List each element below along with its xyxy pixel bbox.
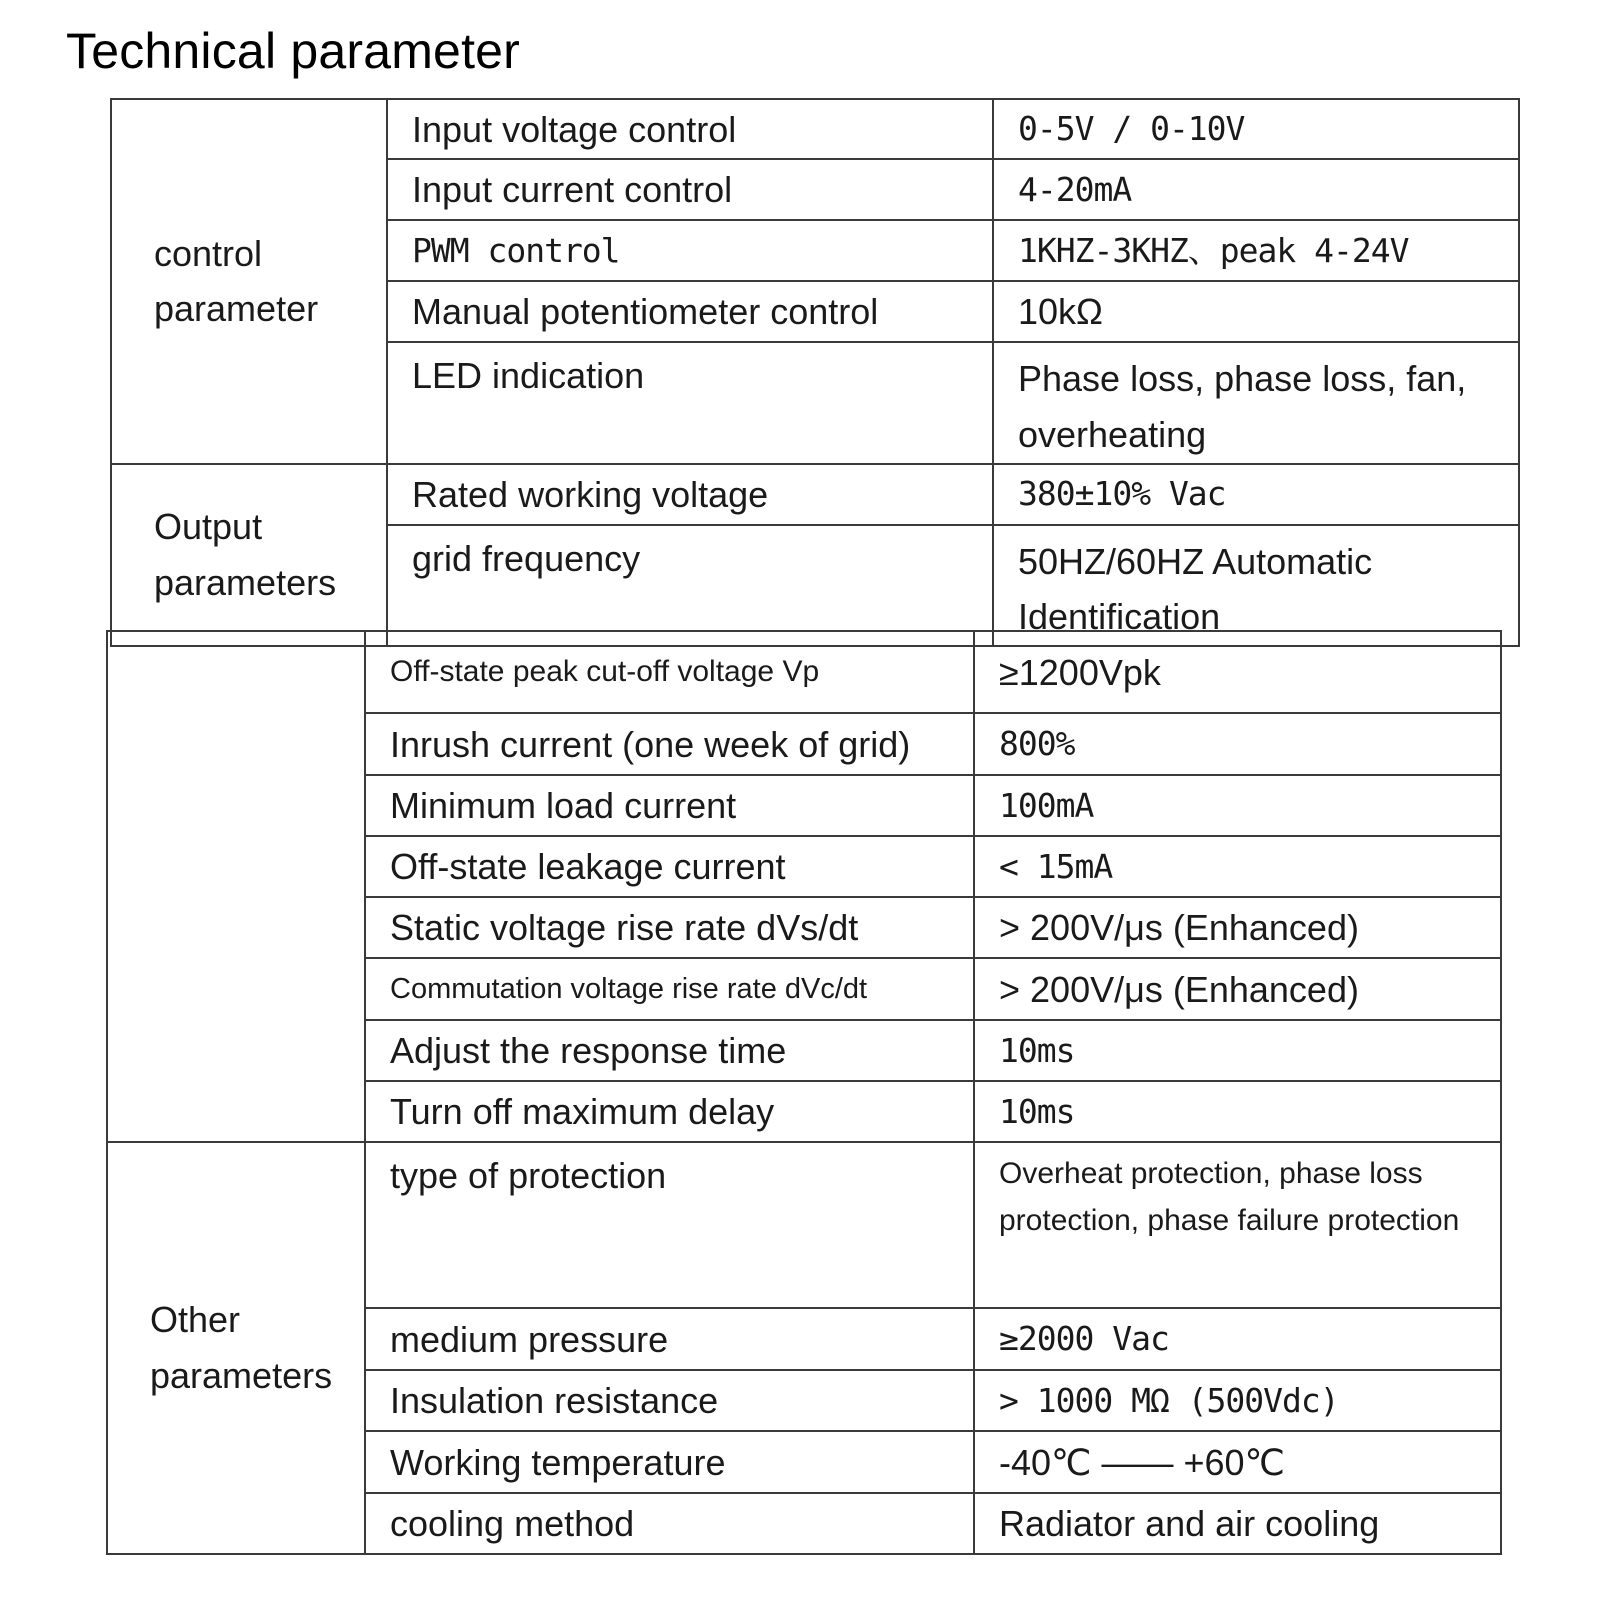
group-label-line1: Other xyxy=(150,1299,241,1341)
value-cell: 10ms xyxy=(974,1020,1501,1081)
table-row xyxy=(107,631,1501,713)
param-cell: Input current control xyxy=(387,159,993,220)
value-cell: ≥2000 Vac xyxy=(974,1308,1501,1370)
value-cell: Radiator and air cooling xyxy=(974,1493,1501,1554)
value-cell: 10kΩ xyxy=(993,281,1519,342)
param-cell: Static voltage rise rate dVs/dt xyxy=(365,897,974,958)
group-label-line1: Output xyxy=(154,506,263,548)
param-cell: Insulation resistance xyxy=(365,1370,974,1431)
group-cell-blank xyxy=(107,631,365,1142)
group-label-line1: control xyxy=(154,232,263,274)
value-cell: > 1000 MΩ (500Vdc) xyxy=(974,1370,1501,1431)
param-cell: medium pressure xyxy=(365,1308,974,1370)
value-cell: Overheat protection, phase loss protection, phase failure protection xyxy=(974,1142,1501,1308)
value-cell: 380±10% Vac xyxy=(993,464,1519,525)
value-cell: 4-20mA xyxy=(993,159,1519,220)
group-cell-other xyxy=(107,1142,365,1554)
value-cell: -40℃ —— +60℃ xyxy=(974,1431,1501,1493)
value-cell: 50HZ/60HZ Automatic Identification xyxy=(993,525,1519,647)
value-cell: ≥1200Vpk xyxy=(974,631,1501,713)
value-cell: < 15mA xyxy=(974,836,1501,897)
table-row xyxy=(111,464,1519,525)
value-cell: > 200V/μs (Enhanced) xyxy=(974,958,1501,1020)
group-label-line2: parameter xyxy=(154,288,319,330)
param-cell: Off-state leakage current xyxy=(365,836,974,897)
value-cell: > 200V/μs (Enhanced) xyxy=(974,897,1501,958)
param-cell: Inrush current (one week of grid) xyxy=(365,713,974,775)
param-cell: LED indication xyxy=(387,342,993,464)
param-cell: Off-state peak cut-off voltage Vp xyxy=(365,631,974,713)
param-cell: Minimum load current xyxy=(365,775,974,836)
value-cell: 0-5V / 0-10V xyxy=(993,99,1519,159)
group-cell-output xyxy=(111,464,387,647)
value-cell: 800% xyxy=(974,713,1501,775)
param-cell: Turn off maximum delay xyxy=(365,1081,974,1142)
param-cell: PWM control xyxy=(387,220,993,281)
spec-table-other xyxy=(106,630,1502,1555)
page-title: Technical parameter xyxy=(66,23,521,79)
param-cell: type of protection xyxy=(365,1142,974,1308)
value-cell: 10ms xyxy=(974,1081,1501,1142)
table-row xyxy=(107,1142,1501,1308)
group-cell-control xyxy=(111,99,387,464)
value-cell: Phase loss, phase loss, fan, overheating xyxy=(993,342,1519,464)
group-label-line2: parameters xyxy=(150,1355,333,1396)
param-cell: Input voltage control xyxy=(387,99,993,159)
param-cell: Manual potentiometer control xyxy=(387,281,993,342)
table-row xyxy=(111,99,1519,159)
param-cell: grid frequency xyxy=(387,525,993,647)
param-cell: Commutation voltage rise rate dVc/dt xyxy=(365,958,974,1020)
param-cell: Working temperature xyxy=(365,1431,974,1493)
value-cell: 1KHZ-3KHZ、peak 4-24V xyxy=(993,220,1519,281)
spec-table-control-output xyxy=(110,98,1520,647)
group-label-line2: parameters xyxy=(154,561,337,603)
param-cell: cooling method xyxy=(365,1493,974,1554)
param-cell: Rated working voltage xyxy=(387,464,993,525)
param-cell: Adjust the response time xyxy=(365,1020,974,1081)
value-cell: 100mA xyxy=(974,775,1501,836)
